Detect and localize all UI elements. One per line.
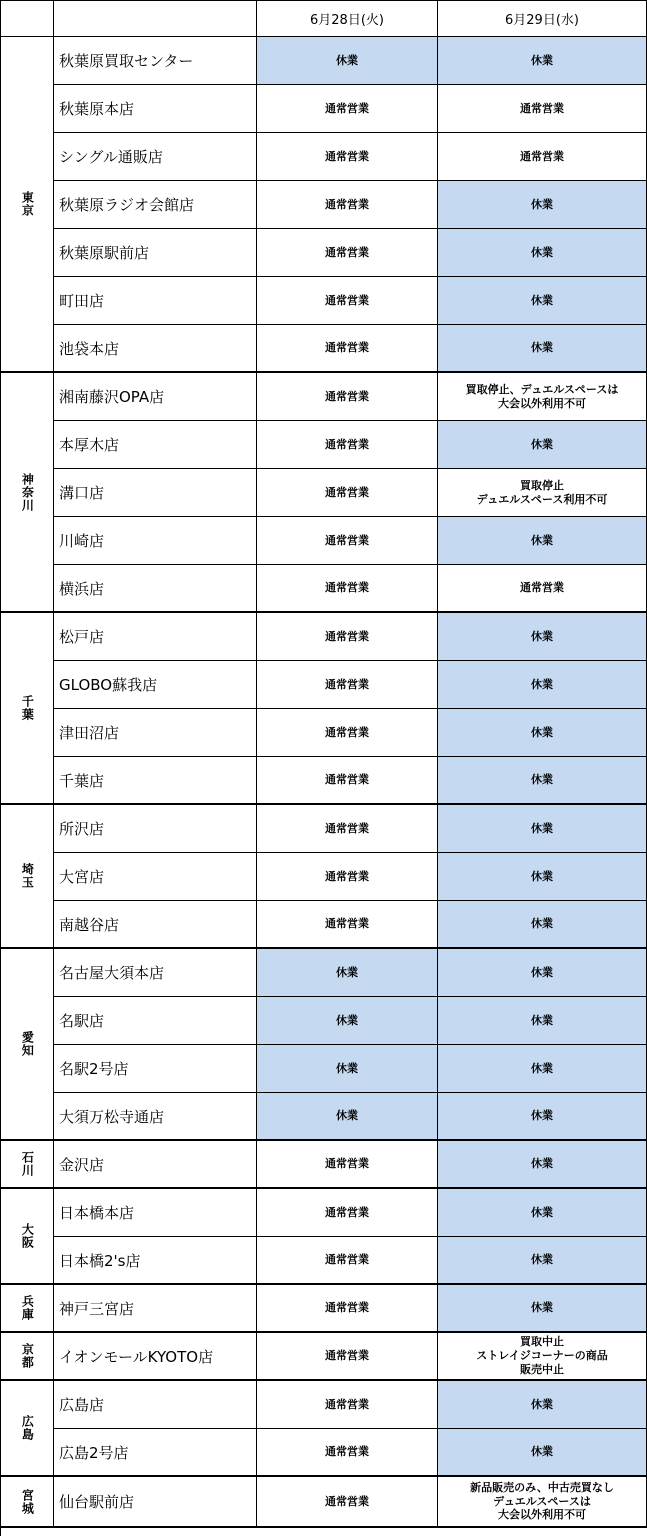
status-day2: 休業	[438, 1429, 647, 1477]
store-name: シングル通販店	[54, 133, 257, 181]
store-name: 湘南藤沢OPA店	[54, 373, 257, 421]
store-name: 池袋本店	[54, 325, 257, 373]
status-day1: 通常営業	[257, 901, 438, 949]
prefecture-cell	[0, 1141, 54, 1189]
prefecture-cell	[0, 613, 54, 805]
status-day1: 休業	[257, 1045, 438, 1093]
prefecture-cell	[0, 1285, 54, 1333]
status-day1: 通常営業	[257, 1333, 438, 1381]
prefecture-label: 千葉	[20, 695, 35, 721]
status-day1: 通常営業	[257, 1381, 438, 1429]
status-day1: 通常営業	[257, 709, 438, 757]
store-name: GLOBO蘇我店	[54, 661, 257, 709]
store-name: 秋葉原ラジオ会館店	[54, 181, 257, 229]
status-day2: 休業	[438, 421, 647, 469]
status-day1: 通常営業	[257, 277, 438, 325]
status-day2: 休業	[438, 661, 647, 709]
store-name: 本厚木店	[54, 421, 257, 469]
status-day2: 買取停止 デュエルスペース利用不可	[438, 469, 647, 517]
status-day1: 通常営業	[257, 1189, 438, 1237]
prefecture-label: 東京	[20, 191, 35, 217]
status-day2: 新品販売のみ、中古売買なし デュエルスペースは 大会以外利用不可	[438, 1477, 647, 1528]
header-date-2: 6月29日(水)	[438, 0, 647, 37]
status-day1: 通常営業	[257, 853, 438, 901]
store-name: 町田店	[54, 277, 257, 325]
store-name: 松戸店	[54, 613, 257, 661]
status-day2: 休業	[438, 1189, 647, 1237]
status-day1: 通常営業	[257, 229, 438, 277]
header-blank-pref	[0, 0, 54, 37]
store-name: 南越谷店	[54, 901, 257, 949]
status-day2: 休業	[438, 901, 647, 949]
store-name: 大宮店	[54, 853, 257, 901]
status-day2: 休業	[438, 805, 647, 853]
status-day2: 休業	[438, 613, 647, 661]
status-day2: 休業	[438, 277, 647, 325]
status-day2: 休業	[438, 1141, 647, 1189]
status-day1: 休業	[257, 1093, 438, 1141]
prefecture-label: 愛知	[20, 1031, 35, 1057]
status-day2: 休業	[438, 709, 647, 757]
store-name: 津田沼店	[54, 709, 257, 757]
status-day1: 通常営業	[257, 373, 438, 421]
store-name: イオンモールKYOTO店	[54, 1333, 257, 1381]
status-day2: 休業	[438, 853, 647, 901]
prefecture-label: 大阪	[20, 1223, 35, 1249]
prefecture-label: 石川	[20, 1151, 35, 1177]
store-name: 溝口店	[54, 469, 257, 517]
store-name: 名駅2号店	[54, 1045, 257, 1093]
status-day1: 通常営業	[257, 469, 438, 517]
prefecture-label: 神奈川	[20, 472, 35, 512]
status-day2: 休業	[438, 517, 647, 565]
prefecture-cell	[0, 1333, 54, 1381]
status-day2: 休業	[438, 181, 647, 229]
status-day2: 買取停止、デュエルスペースは 大会以外利用不可	[438, 373, 647, 421]
prefecture-cell	[0, 805, 54, 949]
status-day2: 買取中止 ストレイジコーナーの商品 販売中止	[438, 1333, 647, 1381]
status-day2: 休業	[438, 1093, 647, 1141]
prefecture-label: 埼玉	[20, 863, 35, 889]
status-day1: 通常営業	[257, 421, 438, 469]
prefecture-cell	[0, 1381, 54, 1477]
prefecture-label: 兵庫	[20, 1295, 35, 1321]
status-day2: 休業	[438, 1381, 647, 1429]
store-name: 広島2号店	[54, 1429, 257, 1477]
status-day1: 通常営業	[257, 1477, 438, 1528]
store-name: 仙台駅前店	[54, 1477, 257, 1528]
status-day1: 通常営業	[257, 805, 438, 853]
store-name: 横浜店	[54, 565, 257, 613]
store-name: 日本橋2's店	[54, 1237, 257, 1285]
status-day1: 通常営業	[257, 133, 438, 181]
store-name: 川崎店	[54, 517, 257, 565]
prefecture-label: 京都	[20, 1343, 35, 1369]
status-day1: 通常営業	[257, 181, 438, 229]
store-name: 名駅店	[54, 997, 257, 1045]
status-day1: 通常営業	[257, 325, 438, 373]
status-day1: 通常営業	[257, 85, 438, 133]
store-name: 名古屋大須本店	[54, 949, 257, 997]
status-day2: 休業	[438, 229, 647, 277]
prefecture-label: 広島	[20, 1415, 35, 1441]
status-day1: 通常営業	[257, 1237, 438, 1285]
status-day1: 通常営業	[257, 757, 438, 805]
status-day2: 休業	[438, 949, 647, 997]
store-name: 日本橋本店	[54, 1189, 257, 1237]
status-day1: 通常営業	[257, 613, 438, 661]
status-day1: 通常営業	[257, 565, 438, 613]
header-blank-store	[54, 0, 257, 37]
store-name: 所沢店	[54, 805, 257, 853]
status-day1: 通常営業	[257, 1141, 438, 1189]
store-name: 金沢店	[54, 1141, 257, 1189]
prefecture-cell	[0, 949, 54, 1141]
prefecture-cell	[0, 1189, 54, 1285]
status-day1: 休業	[257, 997, 438, 1045]
status-day2: 休業	[438, 1285, 647, 1333]
status-day1: 通常営業	[257, 1285, 438, 1333]
store-name: 秋葉原買取センター	[54, 37, 257, 85]
status-day2: 休業	[438, 1237, 647, 1285]
prefecture-label: 宮城	[20, 1488, 35, 1515]
header-date-1: 6月28日(火)	[257, 0, 438, 37]
status-day1: 休業	[257, 949, 438, 997]
store-name: 秋葉原駅前店	[54, 229, 257, 277]
status-day2: 休業	[438, 1045, 647, 1093]
prefecture-cell	[0, 373, 54, 613]
store-name: 千葉店	[54, 757, 257, 805]
status-day2: 休業	[438, 37, 647, 85]
store-name: 秋葉原本店	[54, 85, 257, 133]
store-name: 神戸三宮店	[54, 1285, 257, 1333]
store-name: 大須万松寺通店	[54, 1093, 257, 1141]
prefecture-cell	[0, 1477, 54, 1528]
prefecture-cell	[0, 37, 54, 373]
store-name: 広島店	[54, 1381, 257, 1429]
status-day2: 通常営業	[438, 85, 647, 133]
status-day2: 休業	[438, 325, 647, 373]
status-day2: 休業	[438, 997, 647, 1045]
status-day1: 通常営業	[257, 661, 438, 709]
status-day1: 休業	[257, 37, 438, 85]
status-day1: 通常営業	[257, 517, 438, 565]
status-day1: 通常営業	[257, 1429, 438, 1477]
status-day2: 休業	[438, 757, 647, 805]
status-day2: 通常営業	[438, 133, 647, 181]
status-day2: 通常営業	[438, 565, 647, 613]
